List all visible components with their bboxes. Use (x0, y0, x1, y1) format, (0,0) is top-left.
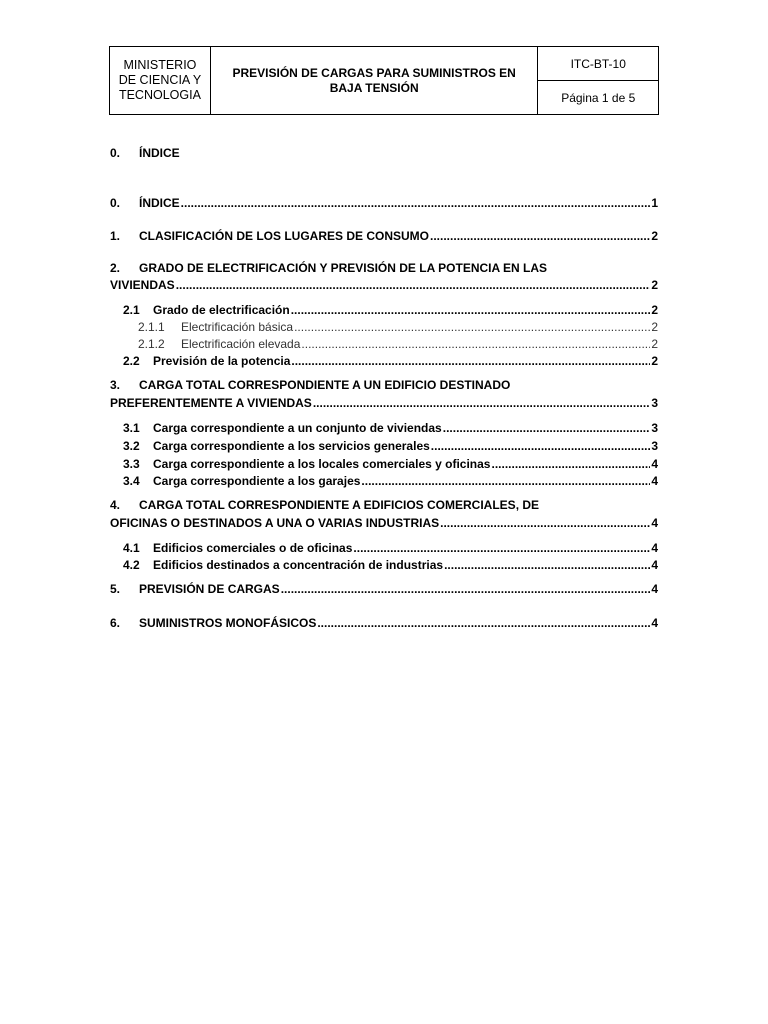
leader-dots (176, 278, 651, 292)
toc-entry-number: 4.2 (123, 558, 140, 572)
toc-entry-title: Edificios destinados a concentración de industrias (153, 558, 444, 572)
toc-entry[interactable] (110, 472, 658, 488)
ministry-line-3: TECNOLOGIA (118, 88, 201, 102)
toc-entry[interactable] (110, 580, 658, 596)
leader-dots (444, 558, 650, 572)
toc-entry[interactable] (110, 352, 658, 368)
toc-entry-page: 2 (651, 337, 658, 351)
toc-entry-first-line[interactable] (110, 378, 510, 392)
leader-dots (353, 541, 650, 555)
toc-entry-page: 4 (651, 457, 658, 471)
toc-entry-number: 4. (110, 498, 121, 512)
toc-entry-page: 4 (651, 541, 658, 555)
toc-entry[interactable] (110, 227, 658, 243)
toc-entry-number: 2.1 (123, 303, 140, 317)
toc-entry[interactable] (110, 419, 658, 435)
toc-entry-number: 2. (110, 261, 121, 275)
leader-dots (291, 354, 650, 368)
toc-entry-title: Carga correspondiente a los locales comerciales y oficinas (153, 457, 491, 471)
page-indicator: Página 1 de 5 (538, 81, 659, 115)
toc-entry-page: 2 (651, 354, 658, 368)
toc-entry-page: 3 (651, 421, 658, 435)
toc-entry-number: 6. (110, 616, 121, 630)
leader-dots (313, 396, 651, 410)
toc-entry[interactable] (110, 318, 658, 334)
toc-entry-title-line-1: CARGA TOTAL CORRESPONDIENTE A UN EDIFICIO DESTINADO (139, 378, 511, 392)
toc-entry-number: 2.2 (123, 354, 140, 368)
toc-entry-title: Grado de electrificación (153, 303, 290, 317)
toc-entry-title: ÍNDICE (139, 196, 180, 210)
document-header (109, 46, 659, 115)
toc-entry-number: 1. (110, 229, 121, 243)
toc-entry-page: 4 (651, 558, 658, 572)
toc-entry[interactable] (110, 194, 658, 210)
toc-entry-page: 2 (651, 303, 658, 317)
toc-entry-title-line-1: CARGA TOTAL CORRESPONDIENTE A EDIFICIOS COMERCIALES, DE (139, 498, 540, 512)
toc-entry-number: 2.1.2 (138, 337, 165, 351)
toc-entry-title-line-1: GRADO DE ELECTRIFICACIÓN Y PREVISIÓN DE LA POTENCIA EN LAS (139, 261, 548, 275)
toc-entry-page: 4 (651, 474, 658, 488)
leader-dots (440, 516, 650, 530)
toc-entry-title: Carga correspondiente a los garajes (153, 474, 361, 488)
leader-dots (361, 474, 650, 488)
toc-entry-title: Carga correspondiente a los servicios generales (153, 439, 430, 453)
leader-dots (291, 303, 651, 317)
toc-entry[interactable] (110, 539, 658, 555)
toc-entry[interactable] (110, 301, 658, 317)
toc-entry-title: VIVIENDAS (110, 278, 175, 292)
toc-entry-first-line[interactable] (110, 261, 547, 275)
toc-entry-title: OFICINAS O DESTINADOS A UNA O VARIAS INDUSTRIAS (110, 516, 440, 530)
toc-entry[interactable] (110, 455, 658, 471)
toc-entry-page: 2 (651, 278, 658, 292)
toc-entry-page: 2 (651, 320, 658, 334)
toc-entry[interactable] (110, 394, 658, 410)
toc-entry-page: 4 (651, 516, 658, 530)
toc-entry-title: SUMINISTROS MONOFÁSICOS (139, 616, 317, 630)
toc-entry[interactable] (110, 276, 658, 292)
toc-entry[interactable] (110, 614, 658, 630)
toc-entry[interactable] (110, 556, 658, 572)
toc-entry-number: 2.1.1 (138, 320, 165, 334)
leader-dots (430, 229, 650, 243)
ministry-name (110, 47, 211, 115)
toc-entry-number: 3. (110, 378, 121, 392)
leader-dots (431, 439, 651, 453)
toc-entry-title: CLASIFICACIÓN DE LOS LUGARES DE CONSUMO (139, 229, 430, 243)
document-code: ITC-BT-10 (538, 47, 659, 81)
title-line-2: BAJA TENSIÓN (329, 80, 419, 95)
toc-entry[interactable] (110, 514, 658, 530)
toc-entry[interactable] (110, 335, 658, 351)
toc-entry-page: 4 (651, 616, 658, 630)
toc-entry-number: 3.2 (123, 439, 140, 453)
toc-entry-title: PREFERENTEMENTE A VIVIENDAS (110, 396, 312, 410)
toc-entry-title: Carga correspondiente a un conjunto de viviendas (153, 421, 442, 435)
title-line-1: PREVISIÓN DE CARGAS PARA SUMINISTROS EN (232, 65, 516, 80)
toc-entry-title: Electrificación básica (181, 320, 294, 334)
toc-entry-title: PREVISIÓN DE CARGAS (139, 582, 280, 596)
toc-entry-number: 0. (110, 196, 121, 210)
leader-dots (491, 457, 650, 471)
toc-entry-page: 2 (651, 229, 658, 243)
leader-dots (281, 582, 651, 596)
toc-entry-number: 3.3 (123, 457, 140, 471)
document-title (210, 47, 538, 115)
toc-entry-page: 4 (651, 582, 658, 596)
toc-entry-number: 5. (110, 582, 121, 596)
toc-entry-title: Edificios comerciales o de oficinas (153, 541, 353, 555)
toc-entry-title: Previsión de la potencia (153, 354, 291, 368)
toc-entry-page: 3 (651, 396, 658, 410)
ministry-line-1: MINISTERIO (123, 58, 197, 72)
toc-entry-page: 3 (651, 439, 658, 453)
heading-title: ÍNDICE (139, 146, 180, 160)
leader-dots (294, 320, 650, 334)
leader-dots (443, 421, 651, 435)
leader-dots (317, 616, 650, 630)
leader-dots (301, 337, 650, 351)
toc-entry-number: 3.1 (123, 421, 140, 435)
heading-number: 0. (110, 146, 121, 160)
leader-dots (181, 196, 651, 210)
ministry-line-2: DE CIENCIA Y (118, 73, 202, 87)
toc-entry-title: Electrificación elevada (181, 337, 301, 351)
toc-entry-page: 1 (651, 196, 658, 210)
toc-entry-first-line[interactable] (110, 498, 539, 512)
toc-entry-number: 4.1 (123, 541, 140, 555)
index-heading (110, 146, 180, 160)
toc-entry-number: 3.4 (123, 474, 140, 488)
toc-entry[interactable] (110, 437, 658, 453)
